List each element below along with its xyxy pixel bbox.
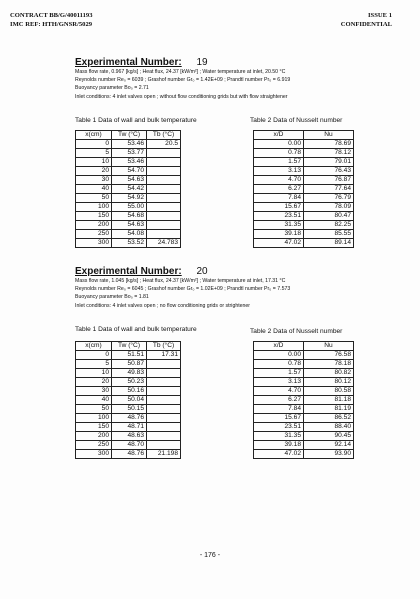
table-row xyxy=(254,423,354,432)
table-cell: 4.70 xyxy=(254,176,304,185)
table-cell: 31.35 xyxy=(254,432,304,441)
table-cell: 0.00 xyxy=(254,140,304,149)
table-cell: 0.78 xyxy=(254,360,304,369)
table-cell: 48.71 xyxy=(112,423,147,432)
table-cell: 1.57 xyxy=(254,369,304,378)
table-cell: 48.63 xyxy=(112,432,147,441)
table-cell xyxy=(147,203,181,212)
table-cell: 50.87 xyxy=(112,360,147,369)
table-cell: 80.58 xyxy=(304,387,354,396)
table-row xyxy=(254,450,354,459)
table-row xyxy=(76,378,181,387)
table-cell xyxy=(147,185,181,194)
table-row xyxy=(76,351,181,360)
param-line: Mass flow rate, 0.967 [kg/s] ; Heat flux, 24.37 [kW/m²] ; Water temperature at inlet, 20.50 °C xyxy=(75,69,286,75)
table-cell: 150 xyxy=(76,423,112,432)
table-cell: 54.63 xyxy=(112,176,147,185)
table-cell: 82.25 xyxy=(304,221,354,230)
table-cell: 53.77 xyxy=(112,149,147,158)
table-cell: 10 xyxy=(76,158,112,167)
wall-bulk-temperature-table xyxy=(75,341,181,459)
table-cell: 6.27 xyxy=(254,396,304,405)
page-number: - 176 - xyxy=(199,552,221,559)
table-cell: 30 xyxy=(76,176,112,185)
table-cell: 80.12 xyxy=(304,378,354,387)
table-cell: 50.16 xyxy=(112,387,147,396)
param-line: Mass flow rate, 1.045 [kg/s] ; Heat flux, 24.37 [kW/m²] ; Water temperature at inlet, 17.31 °C xyxy=(75,278,286,284)
table-cell: 0.78 xyxy=(254,149,304,158)
table-row xyxy=(254,432,354,441)
table-row xyxy=(76,423,181,432)
table-cell: 77.64 xyxy=(304,185,354,194)
table-row xyxy=(254,185,354,194)
table-row xyxy=(76,212,181,221)
table-cell: 48.76 xyxy=(112,450,147,459)
table-row xyxy=(254,441,354,450)
contract-ref: CONTRACT BB/G/40011193 xyxy=(10,12,93,19)
experiment-number: 20 xyxy=(196,266,208,277)
column-header: Tb (°C) xyxy=(147,131,181,140)
table-cell: 150 xyxy=(76,212,112,221)
table-cell: 53.52 xyxy=(112,239,147,248)
table-cell: 48.70 xyxy=(112,441,147,450)
table-row xyxy=(254,414,354,423)
table-cell: 50.15 xyxy=(112,405,147,414)
table-cell xyxy=(147,369,181,378)
table-cell: 88.40 xyxy=(304,423,354,432)
table-cell: 50 xyxy=(76,194,112,203)
table-cell: 20 xyxy=(76,378,112,387)
table-row xyxy=(76,167,181,176)
table-row xyxy=(76,432,181,441)
nusselt-number-table xyxy=(253,130,354,248)
table-cell: 76.79 xyxy=(304,194,354,203)
wall-bulk-temperature-table xyxy=(75,130,181,248)
table-cell: 7.84 xyxy=(254,405,304,414)
table-cell: 15.67 xyxy=(254,414,304,423)
table-cell: 21.198 xyxy=(147,450,181,459)
experiment-19-title xyxy=(75,57,208,68)
table-cell: 17.31 xyxy=(147,351,181,360)
table-cell: 47.02 xyxy=(254,450,304,459)
table-row xyxy=(254,378,354,387)
header-right xyxy=(341,12,392,29)
table-cell: 49.83 xyxy=(112,369,147,378)
table-cell: 300 xyxy=(76,239,112,248)
table-row xyxy=(254,167,354,176)
experiment-label: Experimental Number: xyxy=(75,57,182,68)
table-body xyxy=(254,351,354,459)
table-cell: 55.00 xyxy=(112,203,147,212)
param-line: Buoyancy parameter Bo₀ = 2.71 xyxy=(75,85,149,92)
column-header: x/D xyxy=(254,342,304,351)
table-cell: 4.70 xyxy=(254,387,304,396)
table-cell: 50.23 xyxy=(112,378,147,387)
table-row xyxy=(76,140,181,149)
table-cell: 5 xyxy=(76,149,112,158)
table-row xyxy=(254,396,354,405)
table-body xyxy=(254,140,354,248)
table-cell: 200 xyxy=(76,432,112,441)
table-row xyxy=(76,360,181,369)
experiment-19-params xyxy=(75,68,290,101)
table-row xyxy=(76,387,181,396)
table-cell: 54.42 xyxy=(112,185,147,194)
table-cell: 92.14 xyxy=(304,441,354,450)
table-header-row xyxy=(254,342,354,351)
table-row xyxy=(254,176,354,185)
table-cell: 1.57 xyxy=(254,158,304,167)
nusselt-number-table xyxy=(253,341,354,459)
column-header: Nu xyxy=(304,131,354,140)
table-cell: 5 xyxy=(76,360,112,369)
table-body xyxy=(76,140,181,248)
table-row xyxy=(76,158,181,167)
table-row xyxy=(254,360,354,369)
column-header: Tw (°C) xyxy=(112,342,147,351)
table-row xyxy=(76,441,181,450)
table-cell: 90.45 xyxy=(304,432,354,441)
experiment-number: 19 xyxy=(196,57,208,68)
table-row xyxy=(254,140,354,149)
table-row xyxy=(76,194,181,203)
column-header: x(cm) xyxy=(76,342,112,351)
table-row xyxy=(76,203,181,212)
table-cell: 200 xyxy=(76,221,112,230)
table-header-row xyxy=(76,342,181,351)
table-cell xyxy=(147,405,181,414)
table-body xyxy=(76,351,181,459)
table-cell: 300 xyxy=(76,450,112,459)
table-cell: 54.92 xyxy=(112,194,147,203)
table-row xyxy=(76,396,181,405)
table-row xyxy=(254,351,354,360)
table-cell: 10 xyxy=(76,369,112,378)
column-header: x/D xyxy=(254,131,304,140)
table-cell: 3.13 xyxy=(254,167,304,176)
experiment-label: Experimental Number: xyxy=(75,266,182,277)
table-cell: 0 xyxy=(76,140,112,149)
table-cell: 80.82 xyxy=(304,369,354,378)
table-row xyxy=(254,230,354,239)
table-cell: 81.18 xyxy=(304,396,354,405)
table-cell: 50.04 xyxy=(112,396,147,405)
param-line: Reynolds number Re₀ = 6045 ; Grashof number Gr₀ = 1.02E+09 ; Prandtl number Pr₀ = 7.573 xyxy=(75,286,291,293)
table-row xyxy=(76,221,181,230)
table1-caption: Table 1 Data of wall and bulk temperature xyxy=(75,117,197,124)
table-cell: 80.47 xyxy=(304,212,354,221)
table-cell xyxy=(147,432,181,441)
table-cell: 79.01 xyxy=(304,158,354,167)
table-cell: 39.18 xyxy=(254,441,304,450)
table-row xyxy=(254,221,354,230)
table-cell: 23.51 xyxy=(254,423,304,432)
column-header: Tb (°C) xyxy=(147,342,181,351)
param-line: Inlet conditions: 4 inlet valves open ; without flow conditioning grids but with flow straightener xyxy=(75,93,288,100)
experiment-20-title xyxy=(75,266,208,277)
table-cell: 20.5 xyxy=(147,140,181,149)
table-cell: 86.52 xyxy=(304,414,354,423)
table-cell xyxy=(147,149,181,158)
column-header: Nu xyxy=(304,342,354,351)
column-header: Tw (°C) xyxy=(112,131,147,140)
table-cell: 39.18 xyxy=(254,230,304,239)
table-row xyxy=(76,230,181,239)
table-row xyxy=(254,158,354,167)
table1-caption: Table 1 Data of wall and bulk temperature xyxy=(75,326,197,333)
table-cell: 31.35 xyxy=(254,221,304,230)
table-cell: 78.69 xyxy=(304,140,354,149)
table-cell xyxy=(147,360,181,369)
table-cell: 53.46 xyxy=(112,140,147,149)
table-cell xyxy=(147,167,181,176)
table-cell xyxy=(147,396,181,405)
table-cell: 93.90 xyxy=(304,450,354,459)
table2-caption: Table 2 Data of Nusselt number xyxy=(250,117,343,124)
table-cell: 47.02 xyxy=(254,239,304,248)
table-row xyxy=(254,387,354,396)
experiment-20-params xyxy=(75,277,290,310)
table-row xyxy=(76,369,181,378)
table-row xyxy=(254,405,354,414)
table-cell xyxy=(147,387,181,396)
param-line: Reynolds number Re₀ = 6039 ; Grashof number Gr₀ = 1.42E+09 ; Prandtl number Pr₀ = 6.919 xyxy=(75,77,291,84)
table-row xyxy=(76,405,181,414)
table-header-row xyxy=(76,131,181,140)
table-cell: 40 xyxy=(76,396,112,405)
table-cell: 40 xyxy=(76,185,112,194)
table-cell: 6.27 xyxy=(254,185,304,194)
table-cell xyxy=(147,441,181,450)
table-header-row xyxy=(254,131,354,140)
table-row xyxy=(76,185,181,194)
param-line: Buoyancy parameter Bo₀ = 1.81 xyxy=(75,294,149,301)
table2-caption: Table 2 Data of Nusselt number xyxy=(250,328,343,335)
table-row xyxy=(254,239,354,248)
table-cell: 78.18 xyxy=(304,360,354,369)
table-cell: 76.43 xyxy=(304,167,354,176)
table-cell: 54.08 xyxy=(112,230,147,239)
table-cell: 100 xyxy=(76,203,112,212)
table-cell xyxy=(147,194,181,203)
table-cell: 76.58 xyxy=(304,351,354,360)
table-row xyxy=(254,203,354,212)
table-cell: 85.55 xyxy=(304,230,354,239)
table-cell xyxy=(147,158,181,167)
table-row xyxy=(254,149,354,158)
table-cell xyxy=(147,221,181,230)
table-cell: 0.00 xyxy=(254,351,304,360)
table-cell: 76.87 xyxy=(304,176,354,185)
table-cell: 81.19 xyxy=(304,405,354,414)
header-left xyxy=(10,12,93,29)
table-row xyxy=(76,149,181,158)
table-row xyxy=(254,194,354,203)
column-header: x(cm) xyxy=(76,131,112,140)
table-cell: 50 xyxy=(76,405,112,414)
table-row xyxy=(254,369,354,378)
table-cell: 0 xyxy=(76,351,112,360)
table-cell: 53.46 xyxy=(112,158,147,167)
table-row xyxy=(76,239,181,248)
table-cell: 78.12 xyxy=(304,149,354,158)
table-cell: 54.68 xyxy=(112,212,147,221)
table-cell: 89.14 xyxy=(304,239,354,248)
table-cell: 100 xyxy=(76,414,112,423)
table-row xyxy=(76,176,181,185)
table-cell: 30 xyxy=(76,387,112,396)
confidential-label: CONFIDENTIAL xyxy=(340,20,392,28)
table-cell: 250 xyxy=(76,230,112,239)
table-cell: 54.70 xyxy=(112,167,147,176)
table-cell: 7.84 xyxy=(254,194,304,203)
table-cell: 54.63 xyxy=(112,221,147,230)
table-cell: 3.13 xyxy=(254,378,304,387)
param-line: Inlet conditions: 4 inlet valves open ; no flow conditioning grids or strightener xyxy=(75,302,251,309)
table-cell: 24.783 xyxy=(147,239,181,248)
table-cell: 48.76 xyxy=(112,414,147,423)
issue-label: ISSUE 1 xyxy=(367,12,392,19)
table-cell xyxy=(147,176,181,185)
table-cell xyxy=(147,378,181,387)
table-cell: 78.09 xyxy=(304,203,354,212)
table-cell xyxy=(147,414,181,423)
table-row xyxy=(254,212,354,221)
table-cell xyxy=(147,230,181,239)
table-cell: 250 xyxy=(76,441,112,450)
imc-ref: IMC REF: HTH/GNSR/5029 xyxy=(10,20,93,28)
table-row xyxy=(76,450,181,459)
table-row xyxy=(76,414,181,423)
table-cell xyxy=(147,423,181,432)
table-cell: 23.51 xyxy=(254,212,304,221)
table-cell: 20 xyxy=(76,167,112,176)
table-cell xyxy=(147,212,181,221)
table-cell: 51.51 xyxy=(112,351,147,360)
table-cell: 15.67 xyxy=(254,203,304,212)
